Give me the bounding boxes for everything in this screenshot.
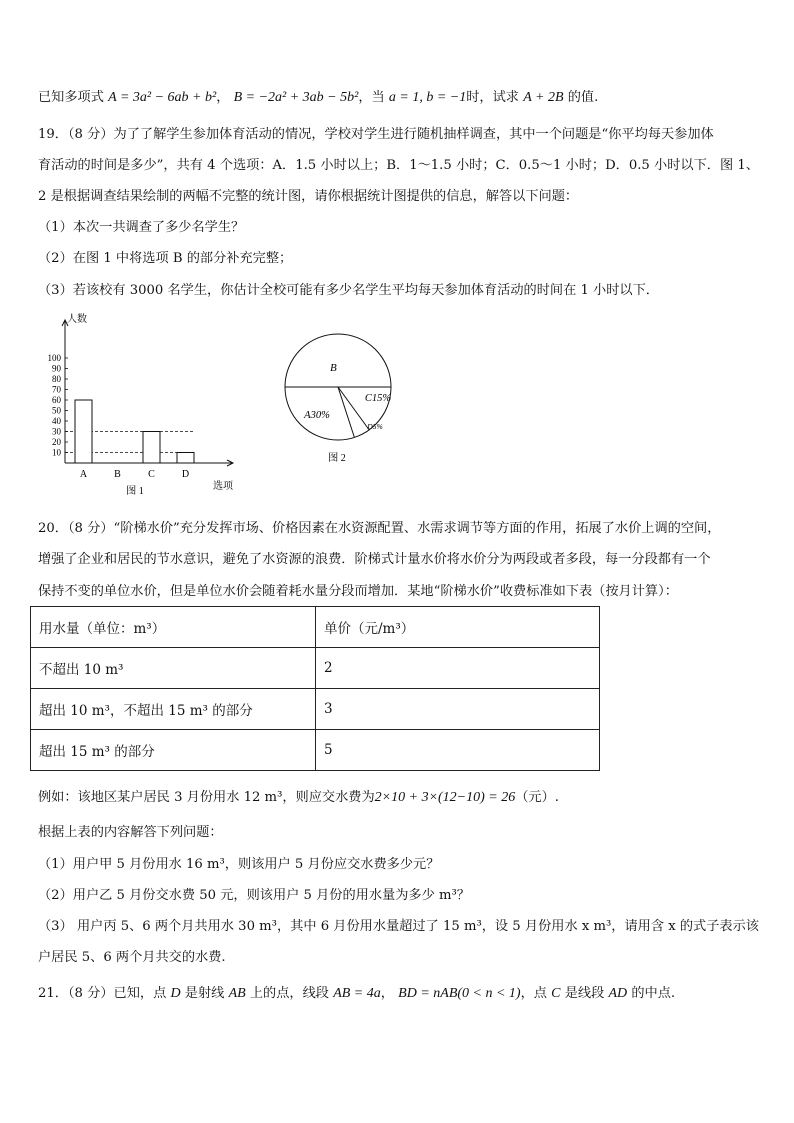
q21-suffix: 的中点. [631,986,676,1001]
pie-label-a: A30% [304,410,330,421]
q18-mid: 时，试求 [466,90,519,105]
q18-polynomial-b: B = −2a² + 3ab − 5b² [233,90,359,105]
table-cell: 3 [316,689,600,730]
y-tick-label: 90 [52,363,61,374]
y-tick-label: 50 [52,405,61,416]
x-tick-label: B [114,469,121,480]
bar-D [177,453,194,464]
figure-caption: 图 2 [328,453,346,464]
q19-sub-question-1: （1）本次一共调查了多少名学生？ [38,220,245,235]
y-tick-label: 60 [52,395,61,405]
pie-chart-figure-2 [278,330,404,500]
q21-expression-bd: BD = nAB(0 < n < 1) [398,986,521,1001]
table-cell: 超出 15 m³ 的部分 [31,730,316,771]
x-tick-label: D [181,469,190,480]
q19-sub-question-3: （3）若该校有 3000 名学生，你估计全校可能有多少名学生平均每天参加体育活动的时间在 1 小时以下． [38,283,659,298]
q21-text: 上的点，线段 [249,986,329,1001]
q20-example [38,789,559,807]
table-cell: 超出 10 m³，不超出 15 m³ 的部分 [31,689,316,730]
pie-label-d: D5% [367,422,383,431]
q20-sub-question-3-line-1: （3） 用户丙 5、6 两个月共用水 30 m³，其中 6 月份用水量超过了 15 m³，设 5 月份用水 x m³，请用含 x 的式子表示该 [38,919,759,934]
q21-text: ，点 [520,986,547,1001]
table-header-row [31,607,600,648]
table-row [31,689,600,730]
q21-prefix: 21．（8 分）已知，点 [38,986,167,1001]
table-cell: 不超出 10 m³ [31,648,316,689]
q20-sub-question-2: （2）用户乙 5 月份交水费 50 元，则该用户 5 月份的用水量为多少 m³？ [38,888,470,903]
q21-ray-ab: AB [228,986,246,1001]
y-tick-label: 100 [47,353,61,363]
pie-slice-boundary [338,387,354,437]
x-axis-label: 选项 [213,481,233,492]
q21-point-d: D [170,986,181,1001]
q18-when: ，当 [358,90,385,105]
q18-separator: ， [216,90,230,105]
q21-text: ， [380,986,394,1001]
bar-chart-figure-1 [30,308,250,508]
q19-stem-line-3: 2 是根据调查结果绘制的两幅不完整的统计图，请你根据统计图提供的信息，解答以下问题： [38,189,579,204]
q18-target-expression: A + 2B [523,90,564,105]
table-row [31,648,600,689]
table-header-cell: 单价（元/m³） [316,607,600,648]
q18-suffix: 的值. [567,90,599,105]
q18-line [38,89,598,107]
q21-text: 是射线 [184,986,225,1001]
q20-example-suffix: （元）. [515,790,559,805]
q20-example-prefix: 例如：该地区某户居民 3 月份用水 12 m³，则应交水费为 [38,790,375,805]
table-row [31,730,600,771]
q21-point-c: C [551,986,561,1001]
y-tick-label: 40 [52,416,61,426]
q20-stem-line-2: 增强了企业和居民的节水意识，避免了水资源的浪费．阶梯式计量水价将水价分为两段或者多段，每一分段都有一个 [38,552,711,567]
q20-example-expression: 2×10 + 3×(12−10) = 26 [374,790,516,805]
q21-segment-ad: AD [608,986,628,1001]
y-tick-label: 30 [52,426,61,437]
x-tick-label: A [79,469,88,480]
q19-stem-line-2: 育活动的时间是多少”，共有 4 个选项：A．1.5 小时以上；B．1～1.5 小时；C．0.5～1 小时；D．0.5 小时以下．图 1、 [38,158,759,173]
y-tick-label: 70 [52,384,61,395]
q21-text: 是线段 [564,986,605,1001]
q18-polynomial-a: A = 3a² − 6ab + b² [108,90,217,105]
pie-label-c: C15% [364,393,392,404]
y-axis-label: 人数 [67,314,87,325]
pie-label-b: B [330,362,337,374]
q18-prefix: 已知多项式 [38,90,104,105]
q21-expression-ab: AB = 4a [333,986,381,1001]
y-tick-label: 20 [52,437,61,447]
table-cell: 5 [316,730,600,771]
q19-stem-line-1: 19．（8 分）为了了解学生参加体育活动的情况，学校对学生进行随机抽样调查，其中一个问题是“你平均每天参加体 [38,127,714,142]
q20-stem-line-3: 保持不变的单位水价，但是单位水价会随着耗水量分段而增加．某地“阶梯水价”收费标准如下表（按月计算）： [38,584,678,599]
y-tick-label: 80 [52,374,61,384]
q20-sub-question-3-line-2: 户居民 5、6 两个月共交的水费. [38,950,226,965]
q21-line [38,985,675,1003]
bar-A [75,400,92,463]
water-price-table [30,606,600,771]
y-tick-label: 10 [52,447,61,458]
q20-sub-question-1: （1）用户甲 5 月份用水 16 m³，则该用户 5 月份应交水费多少元？ [38,857,440,872]
q20-stem-line-1: 20．（8 分）“阶梯水价”充分发挥市场、价格因素在水资源配置、水需求调节等方面的作用，拓展了水价上调的空间， [38,521,721,536]
table-cell: 2 [316,648,600,689]
q19-sub-question-2: （2）在图 1 中将选项 B 的部分补充完整； [38,251,293,266]
bar-C [143,432,160,464]
q20-intro: 根据上表的内容解答下列问题： [38,825,223,840]
q18-condition: a = 1, b = −1 [388,90,467,105]
x-tick-label: C [148,469,155,480]
figure-caption: 图 1 [126,486,144,497]
table-header-cell: 用水量（单位：m³） [31,607,316,648]
